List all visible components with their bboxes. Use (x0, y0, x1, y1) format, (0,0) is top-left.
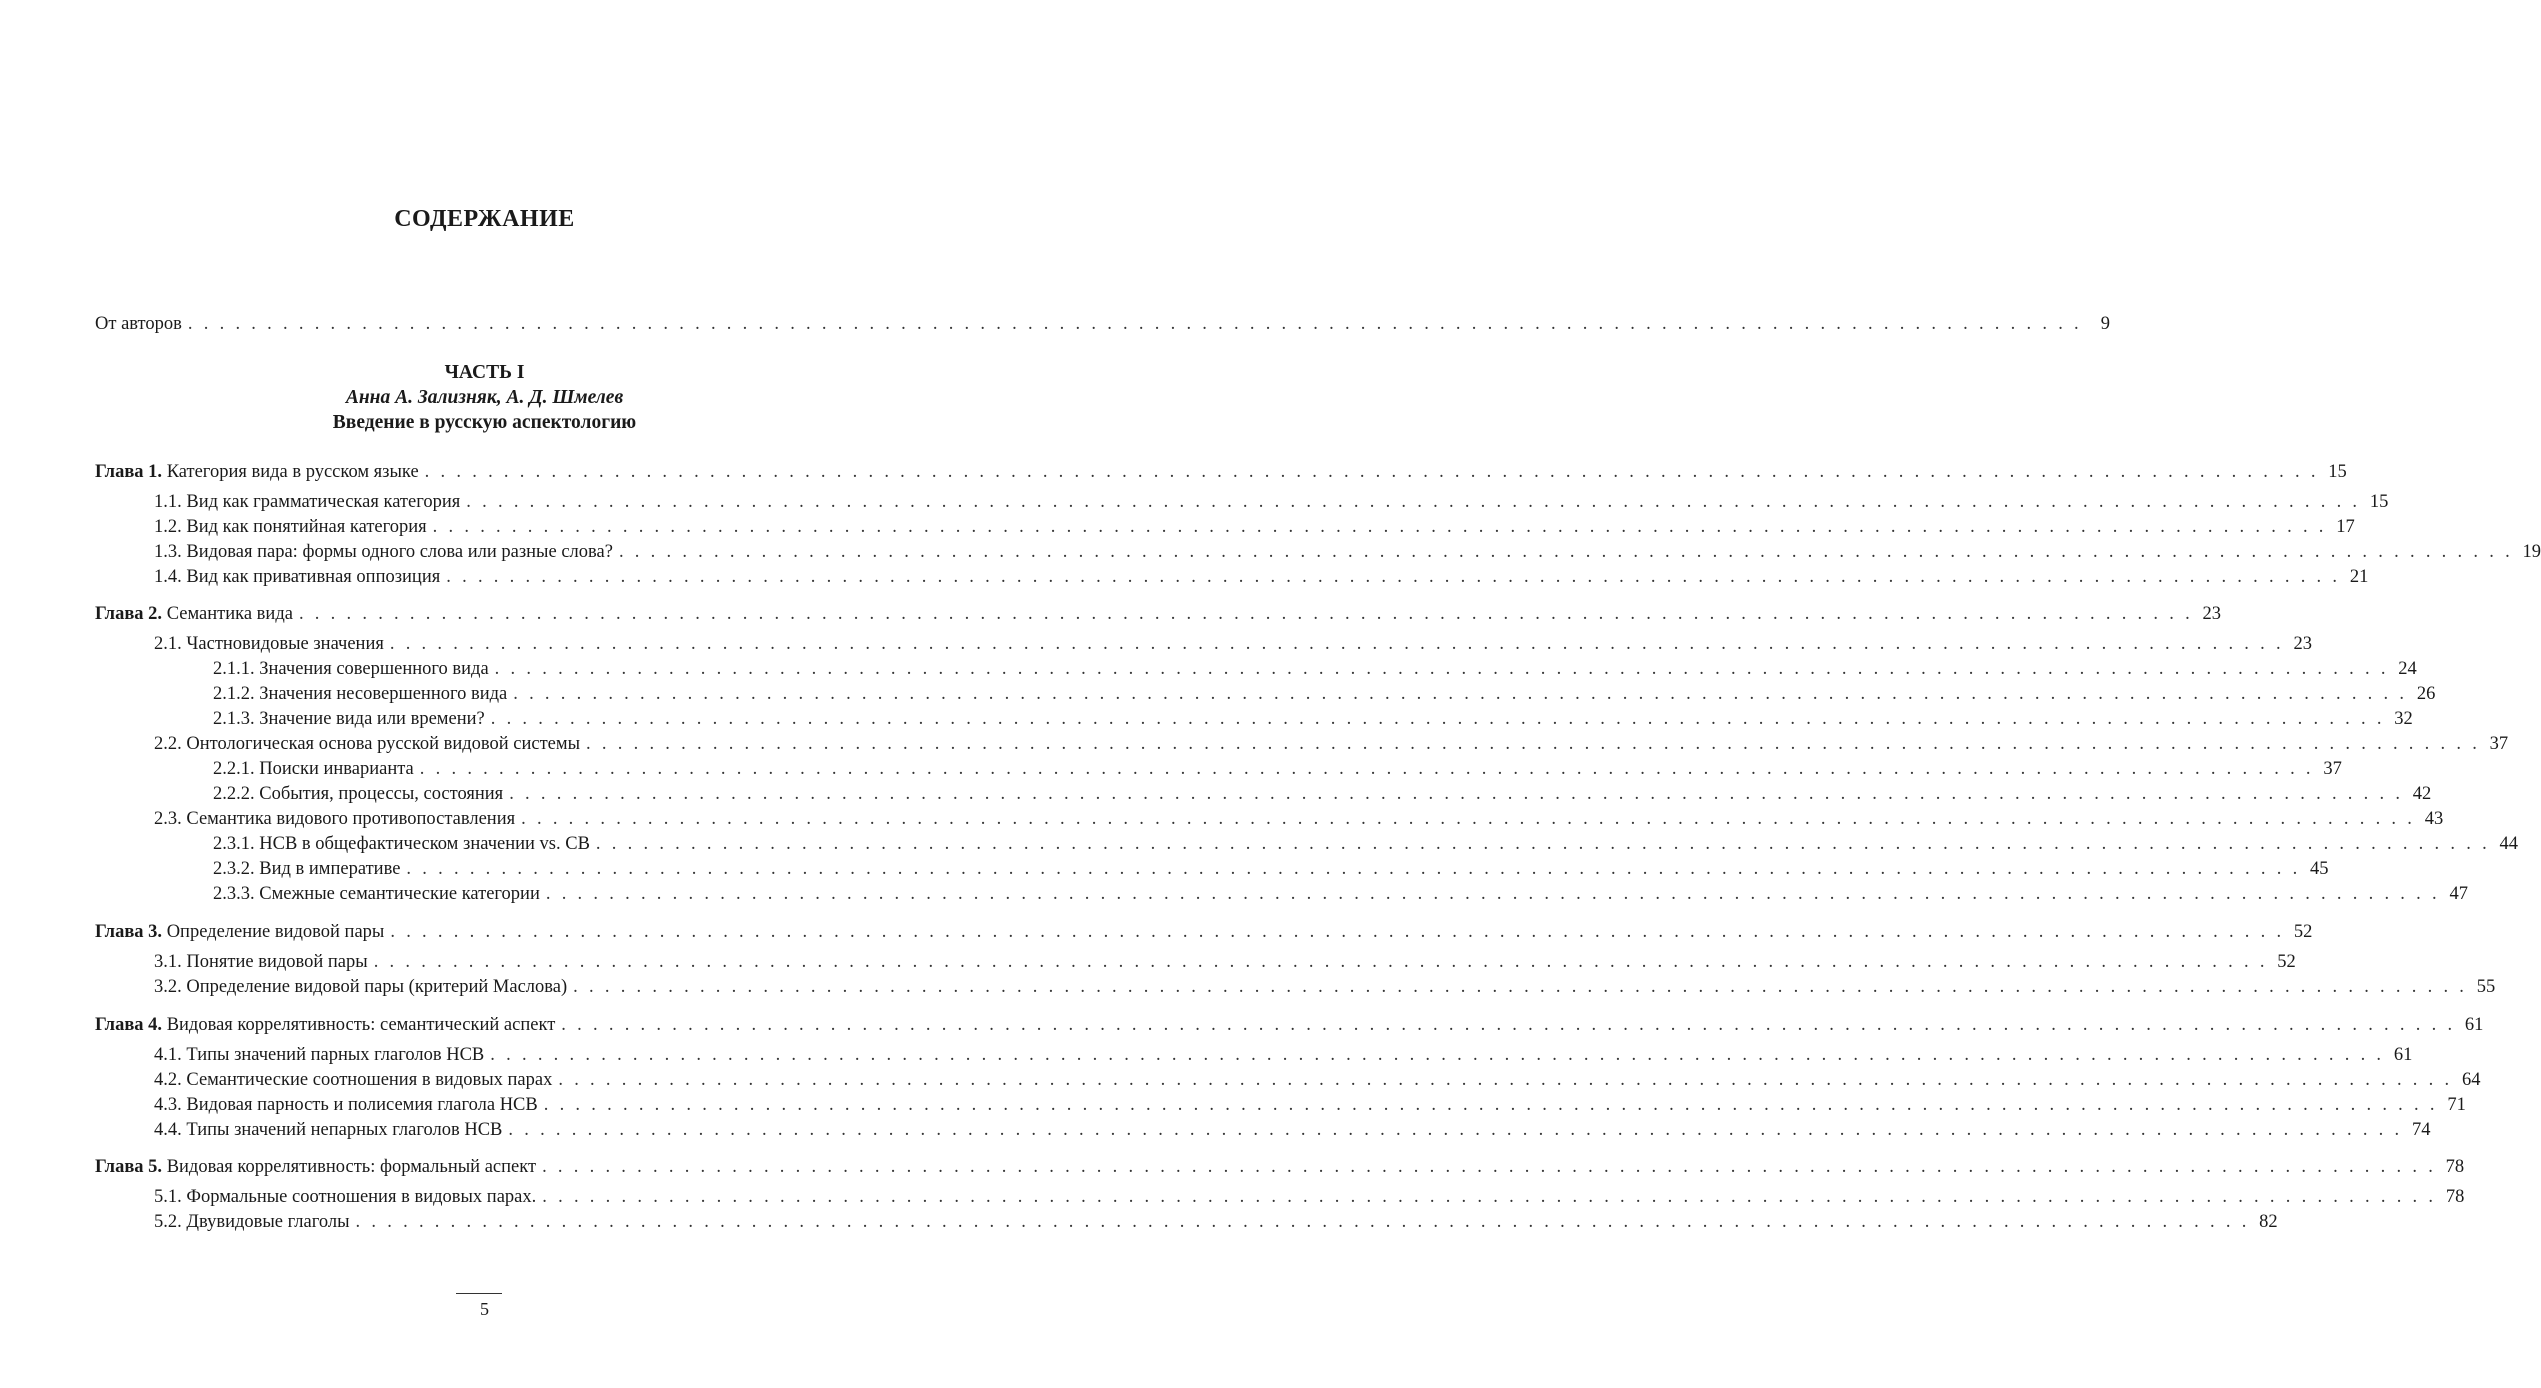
leader-dots: . . . . . . . . . . . . . . . . . . . . . . . . . . . . . . . . . . . . . . . . . . . . . . . . . . . . . . . . . . . . . . . . . . . . . . . . . . . . . . . . . . . . . . . . . . . . . . . . . . . . . . . . . . . . . . . . . . . . . . . . (494, 659, 2389, 679)
toc-text: 5.2. Двувидовые глаголы (154, 1212, 350, 1232)
toc-page: 74 (2411, 1120, 2431, 1140)
toc-page: 61 (2393, 1045, 2413, 1065)
toc-chapter[interactable] (95, 602, 2222, 626)
footer-rule (456, 1293, 502, 1294)
chapter-label: Глава 2. (95, 604, 163, 624)
toc-page: 42 (2412, 784, 2432, 804)
toc-page: 82 (2259, 1212, 2278, 1232)
toc-text: От авторов (95, 314, 182, 334)
toc-text: 1.4. Вид как привативная оппозиция (154, 567, 441, 587)
leader-dots: . . . . . . . . . . . . . . . . . . . . . . . . . . . . . . . . . . . . . . . . . . . . . . . . . . . . . . . . . . . . . . . . . . . . . . . . . . . . . . . . . . . . . . . . . . . . . . . . . . . . . . . . . . . . . . . . . . . . . . . . (490, 709, 2385, 729)
toc-text: 3.2. Определение видовой пары (критерий Маслова) (154, 977, 568, 997)
toc-preface[interactable] (95, 312, 2110, 336)
toc-text: 4.4. Типы значений непарных глаголов НСВ (154, 1120, 503, 1140)
leader-dots: . . . . . . . . . . . . . . . . . . . . . . . . . . . . . . . . . . . . . . . . . . . . . . . . . . . . . . . . . . . . . . . . . . . . . . . . . . . . . . . . . . . . . . . . . . . . . . . . . . . . . . . . . . . . . . . . . . . . . . . . (373, 952, 2268, 972)
leader-dots: . . . . . . . . . . . . . . . . . . . . . . . . . . . . . . . . . . . . . . . . . . . . . . . . . . . . . . . . . . . . . . . . . . . . . . . . . . . . . . . . . . . . . . . . . . . . . . . . . . . . . . . . . . . . . . . . . . . . . . . . (419, 759, 2314, 779)
toc-text: 1.1. Вид как грамматическая категория (154, 492, 461, 512)
toc-text: 4.3. Видовая парность и полисемия глагола НСВ (154, 1095, 538, 1115)
toc-section[interactable] (154, 1185, 2465, 1209)
toc-page: 55 (2476, 977, 2496, 997)
toc-page: 19 (2522, 542, 2541, 562)
leader-dots: . . . . . . . . . . . . . . . . . . . . . . . . . . . . . . . . . . . . . . . . . . . . . . . . . . . . . . . . . . . . . . . . . . . . . . . . . . . . . . . . . . . . . . . . . . . . . . . . . . . . . . . . . . . . . . . . . . . . . . . . (466, 492, 2361, 512)
toc-section[interactable] (154, 1093, 2466, 1117)
toc-section[interactable] (154, 1068, 2481, 1092)
toc-text: Глава 1. Категория вида в русском языке (95, 462, 419, 482)
leader-dots: . . . . . . . . . . . . . . . . . . . . . . . . . . . . . . . . . . . . . . . . . . . . . . . . . . . . . . . . . . . . . . . . . . . . . . . . . . . . . . . . . . . . . . . . . . . . . . . . . . . . . . . . . . . . . . . . . . . . . . . . (595, 834, 2490, 854)
toc-section[interactable] (213, 757, 2342, 781)
toc-section[interactable] (154, 1118, 2431, 1142)
toc-page: 61 (2464, 1015, 2484, 1035)
toc-text: 4.1. Типы значений парных глаголов НСВ (154, 1045, 485, 1065)
toc-page: 78 (2445, 1187, 2465, 1207)
toc-text: Глава 3. Определение видовой пары (95, 922, 385, 942)
toc-text: 2.1.3. Значение вида или времени? (213, 709, 485, 729)
leader-dots: . . . . . . . . . . . . . . . . . . . . . . . . . . . . . . . . . . . . . . . . . . . . . . . . . . . . . . . . . . . . . . . . . . . . . . . . . . . . . . . . . . . . . . . . . . . . . . . . . . . . . . . . . . . . . . . . . . . . . . . . (390, 922, 2285, 942)
leader-dots: . . . . . . . . . . . . . . . . . . . . . . . . . . . . . . . . . . . . . . . . . . . . . . . . . . . . . . . . . . . . . . . . . . . . . . . . . . . . . . . . . . . . . . . . . . . . . . . . . . . . . . . . . . . . . . . . . . . . . . . . (446, 567, 2341, 587)
leader-dots: . . . . . . . . . . . . . . . . . . . . . . . . . . . . . . . . . . . . . . . . . . . . . . . . . . . . . . . . . . . . . . . . . . . . . . . . . . . . . . . . . . . . . . . . . . . . . . . . . . . . . . . . . . . . . . . . . . . . . . . . (545, 884, 2440, 904)
toc-text: 1.2. Вид как понятийная категория (154, 517, 427, 537)
toc-section[interactable] (213, 857, 2329, 881)
chapter-label: Глава 4. (95, 1015, 163, 1035)
chapter-label: Глава 3. (95, 922, 163, 942)
leader-dots: . . . . . . . . . . . . . . . . . . . . . . . . . . . . . . . . . . . . . . . . . . . . . . . . . . . . . . . . . . . . . . . . . . . . . . . . . . . . . . . . . . . . . . . . . . . . . . . . . . . . . . . . . . . . . . . . . . . . . . . . (618, 542, 2514, 562)
leader-dots: . . . . . . . . . . . . . . . . . . . . . . . . . . . . . . . . . . . . . . . . . . . . . . . . . . . . . . . . . . . . . . . . . . . . . . . . . . . . . . . . . . . . . . . . . . . . . . . . . . . . . . . . . . . . . . . . . . . . . . . . (432, 517, 2327, 537)
toc-text: 2.3.2. Вид в императиве (213, 859, 401, 879)
leader-dots: . . . . . . . . . . . . . . . . . . . . . . . . . . . . . . . . . . . . . . . . . . . . . . . . . . . . . . . . . . . . . . . . . . . . . . . . . . . . . . . . . . . . . . . . . . . . . . . . . . . . . . . . . . . . . . . . . . . . . . . . (187, 314, 2082, 334)
toc-page: 26 (2416, 684, 2436, 704)
toc-page: 37 (2323, 759, 2342, 779)
leader-dots: . . . . . . . . . . . . . . . . . . . . . . . . . . . . . . . . . . . . . . . . . . . . . . . . . . . . . . . . . . . . . . . . . . . . . . . . . . . . . . . . . . . . . . . . . . . . . . . . . . . . . . . . . . . . . . . . . . . . . . . . (561, 1015, 2456, 1035)
toc-text: Глава 4. Видовая коррелятивность: семантический аспект (95, 1015, 556, 1035)
leader-dots: . . . . . . . . . . . . . . . . . . . . . . . . . . . . . . . . . . . . . . . . . . . . . . . . . . . . . . . . . . . . . . . . . . . . . . . . . . . . . . . . . . . . . . . . . . . . . . . . . . . . . . . . . . . . . . . . . . . . . . . . (513, 684, 2408, 704)
leader-dots: . . . . . . . . . . . . . . . . . . . . . . . . . . . . . . . . . . . . . . . . . . . . . . . . . . . . . . . . . . . . . . . . . . . . . . . . . . . . . . . . . . . . . . . . . . . . . . . . . . . . . . . . . . . . . . . . . . . . . . . . (521, 809, 2416, 829)
toc-section[interactable] (154, 632, 2312, 656)
toc-text: 4.2. Семантические соотношения в видовых парах (154, 1070, 553, 1090)
toc-section[interactable] (213, 832, 2518, 856)
leader-dots: . . . . . . . . . . . . . . . . . . . . . . . . . . . . . . . . . . . . . . . . . . . . . . . . . . . . . . . . . . . . . . . . . . . . . . . . . . . . . . . . . . . . . . . . . . . . . . . . . . . . . . . . . . . . . . . . . . . . . . . . (573, 977, 2468, 997)
toc-text: 2.2. Онтологическая основа русской видовой системы (154, 734, 581, 754)
toc-page: 44 (2499, 834, 2518, 854)
toc-section[interactable] (213, 782, 2432, 806)
leader-dots: . . . . . . . . . . . . . . . . . . . . . . . . . . . . . . . . . . . . . . . . . . . . . . . . . . . . . . . . . . . . . . . . . . . . . . . . . . . . . . . . . . . . . . . . . . . . . . . . . . . . . . . . . . . . . . . . . . . . . . . . (542, 1157, 2437, 1177)
toc-section[interactable] (213, 707, 2413, 731)
leader-dots: . . . . . . . . . . . . . . . . . . . . . . . . . . . . . . . . . . . . . . . . . . . . . . . . . . . . . . . . . . . . . . . . . . . . . . . . . . . . . . . . . . . . . . . . . . . . . . . . . . . . . . . . . . . . . . . . . . . . . . . . (389, 634, 2284, 654)
toc-page: 32 (2394, 709, 2413, 729)
toc-page: 52 (2277, 952, 2296, 972)
toc-page: 9 (2100, 314, 2110, 334)
toc-section[interactable] (154, 950, 2296, 974)
toc-section[interactable] (154, 565, 2369, 589)
part-name: Введение в русскую аспектологию (332, 412, 637, 433)
toc-page: 23 (2293, 634, 2312, 654)
leader-dots: . . . . . . . . . . . . . . . . . . . . . . . . . . . . . . . . . . . . . . . . . . . . . . . . . . . . . . . . . . . . . . . . . . . . . . . . . . . . . . . . . . . . . . . . . . . . . . . . . . . . . . . . . . . . . . . . . . . . . . . . (558, 1070, 2453, 1090)
toc-text: 2.2.2. События, процессы, состояния (213, 784, 504, 804)
toc-page: 71 (2447, 1095, 2466, 1115)
toc-section[interactable] (154, 515, 2355, 539)
toc-section[interactable] (213, 657, 2417, 681)
leader-dots: . . . . . . . . . . . . . . . . . . . . . . . . . . . . . . . . . . . . . . . . . . . . . . . . . . . . . . . . . . . . . . . . . . . . . . . . . . . . . . . . . . . . . . . . . . . . . . . . . . . . . . . . . . . . . . . . . . . . . . . . (490, 1045, 2385, 1065)
toc-page: 64 (2461, 1070, 2481, 1090)
part-label: ЧАСТЬ I (444, 362, 525, 383)
leader-dots: . . . . . . . . . . . . . . . . . . . . . . . . . . . . . . . . . . . . . . . . . . . . . . . . . . . . . . . . . . . . . . . . . . . . . . . . . . . . . . . . . . . . . . . . . . . . . . . . . . . . . . . . . . . . . . . . . . . . . . . . (424, 462, 2319, 482)
leader-dots: . . . . . . . . . . . . . . . . . . . . . . . . . . . . . . . . . . . . . . . . . . . . . . . . . . . . . . . . . . . . . . . . . . . . . . . . . . . . . . . . . . . . . . . . . . . . . . . . . . . . . . . . . . . . . . . . . . . . . . . . (509, 784, 2404, 804)
toc-page: 37 (2489, 734, 2509, 754)
toc-text: 5.1. Формальные соотношения в видовых парах. (154, 1187, 537, 1207)
toc-page: 43 (2424, 809, 2444, 829)
toc-text: 2.3. Семантика видового противопоставления (154, 809, 516, 829)
leader-dots: . . . . . . . . . . . . . . . . . . . . . . . . . . . . . . . . . . . . . . . . . . . . . . . . . . . . . . . . . . . . . . . . . . . . . . . . . . . . . . . . . . . . . . . . . . . . . . . . . . . . . . . . . . . . . . . . . . . . . . . . (543, 1095, 2438, 1115)
toc-chapter[interactable] (95, 1013, 2484, 1037)
leader-dots: . . . . . . . . . . . . . . . . . . . . . . . . . . . . . . . . . . . . . . . . . . . . . . . . . . . . . . . . . . . . . . . . . . . . . . . . . . . . . . . . . . . . . . . . . . . . . . . . . . . . . . . . . . . . . . . . . . . . . . . . (298, 604, 2194, 624)
chapter-label: Глава 1. (95, 462, 163, 482)
toc-text: Глава 5. Видовая коррелятивность: формальный аспект (95, 1157, 537, 1177)
toc-text: 2.1. Частновидовые значения (154, 634, 384, 654)
toc-page: 47 (2449, 884, 2468, 904)
toc-page: 78 (2445, 1157, 2465, 1177)
toc-page: 23 (2202, 604, 2222, 624)
toc-text: 3.1. Понятие видовой пары (154, 952, 368, 972)
toc-page: 45 (2310, 859, 2329, 879)
page-number: 5 (480, 1299, 489, 1319)
toc-section[interactable] (154, 975, 2496, 999)
toc-text: 2.3.3. Смежные семантические категории (213, 884, 540, 904)
toc-section[interactable] (154, 807, 2444, 831)
toc-section[interactable] (154, 540, 2541, 564)
toc-page: 24 (2398, 659, 2417, 679)
toc-section[interactable] (213, 682, 2436, 706)
page-title: СОДЕРЖАНИЕ (394, 206, 575, 232)
chapter-label: Глава 5. (95, 1157, 163, 1177)
toc-text: 2.1.1. Значения совершенного вида (213, 659, 489, 679)
toc-page: 17 (2336, 517, 2355, 537)
leader-dots: . . . . . . . . . . . . . . . . . . . . . . . . . . . . . . . . . . . . . . . . . . . . . . . . . . . . . . . . . . . . . . . . . . . . . . . . . . . . . . . . . . . . . . . . . . . . . . . . . . . . . . . . . . . . . . . . . . . . . . . . (586, 734, 2481, 754)
part-authors: Анна А. Зализняк, А. Д. Шмелев (345, 387, 624, 408)
toc-chapter[interactable] (95, 1155, 2465, 1179)
toc-page: 15 (2369, 492, 2389, 512)
toc-section[interactable] (154, 1043, 2413, 1067)
toc-page: 52 (2293, 922, 2313, 942)
leader-dots: . . . . . . . . . . . . . . . . . . . . . . . . . . . . . . . . . . . . . . . . . . . . . . . . . . . . . . . . . . . . . . . . . . . . . . . . . . . . . . . . . . . . . . . . . . . . . . . . . . . . . . . . . . . . . . . . . . . . . . . . (542, 1187, 2437, 1207)
toc-text: 2.1.2. Значения несовершенного вида (213, 684, 508, 704)
toc-text: 2.3.1. НСВ в общефактическом значении vs. СВ (213, 834, 590, 854)
toc-page: 15 (2328, 462, 2347, 482)
toc-page: 21 (2349, 567, 2369, 587)
toc-section[interactable] (154, 732, 2509, 756)
toc-text: Глава 2. Семантика вида (95, 604, 293, 624)
toc-chapter[interactable] (95, 920, 2313, 944)
leader-dots: . . . . . . . . . . . . . . . . . . . . . . . . . . . . . . . . . . . . . . . . . . . . . . . . . . . . . . . . . . . . . . . . . . . . . . . . . . . . . . . . . . . . . . . . . . . . . . . . . . . . . . . . . . . . . . . . . . . . . . . . (508, 1120, 2403, 1140)
leader-dots: . . . . . . . . . . . . . . . . . . . . . . . . . . . . . . . . . . . . . . . . . . . . . . . . . . . . . . . . . . . . . . . . . . . . . . . . . . . . . . . . . . . . . . . . . . . . . . . . . . . . . . . . . . . . . . . . . . . . . . . . (406, 859, 2301, 879)
toc-section[interactable] (154, 490, 2389, 514)
leader-dots: . . . . . . . . . . . . . . . . . . . . . . . . . . . . . . . . . . . . . . . . . . . . . . . . . . . . . . . . . . . . . . . . . . . . . . . . . . . . . . . . . . . . . . . . . . . . . . . . . . . . . . . . . . . . . . . . . . . . . . . . (355, 1212, 2250, 1232)
toc-chapter[interactable] (95, 460, 2347, 484)
toc-section[interactable] (213, 882, 2468, 906)
toc-text: 1.3. Видовая пара: формы одного слова или разные слова? (154, 542, 613, 562)
toc-text: 2.2.1. Поиски инварианта (213, 759, 414, 779)
toc-section[interactable] (154, 1210, 2278, 1234)
